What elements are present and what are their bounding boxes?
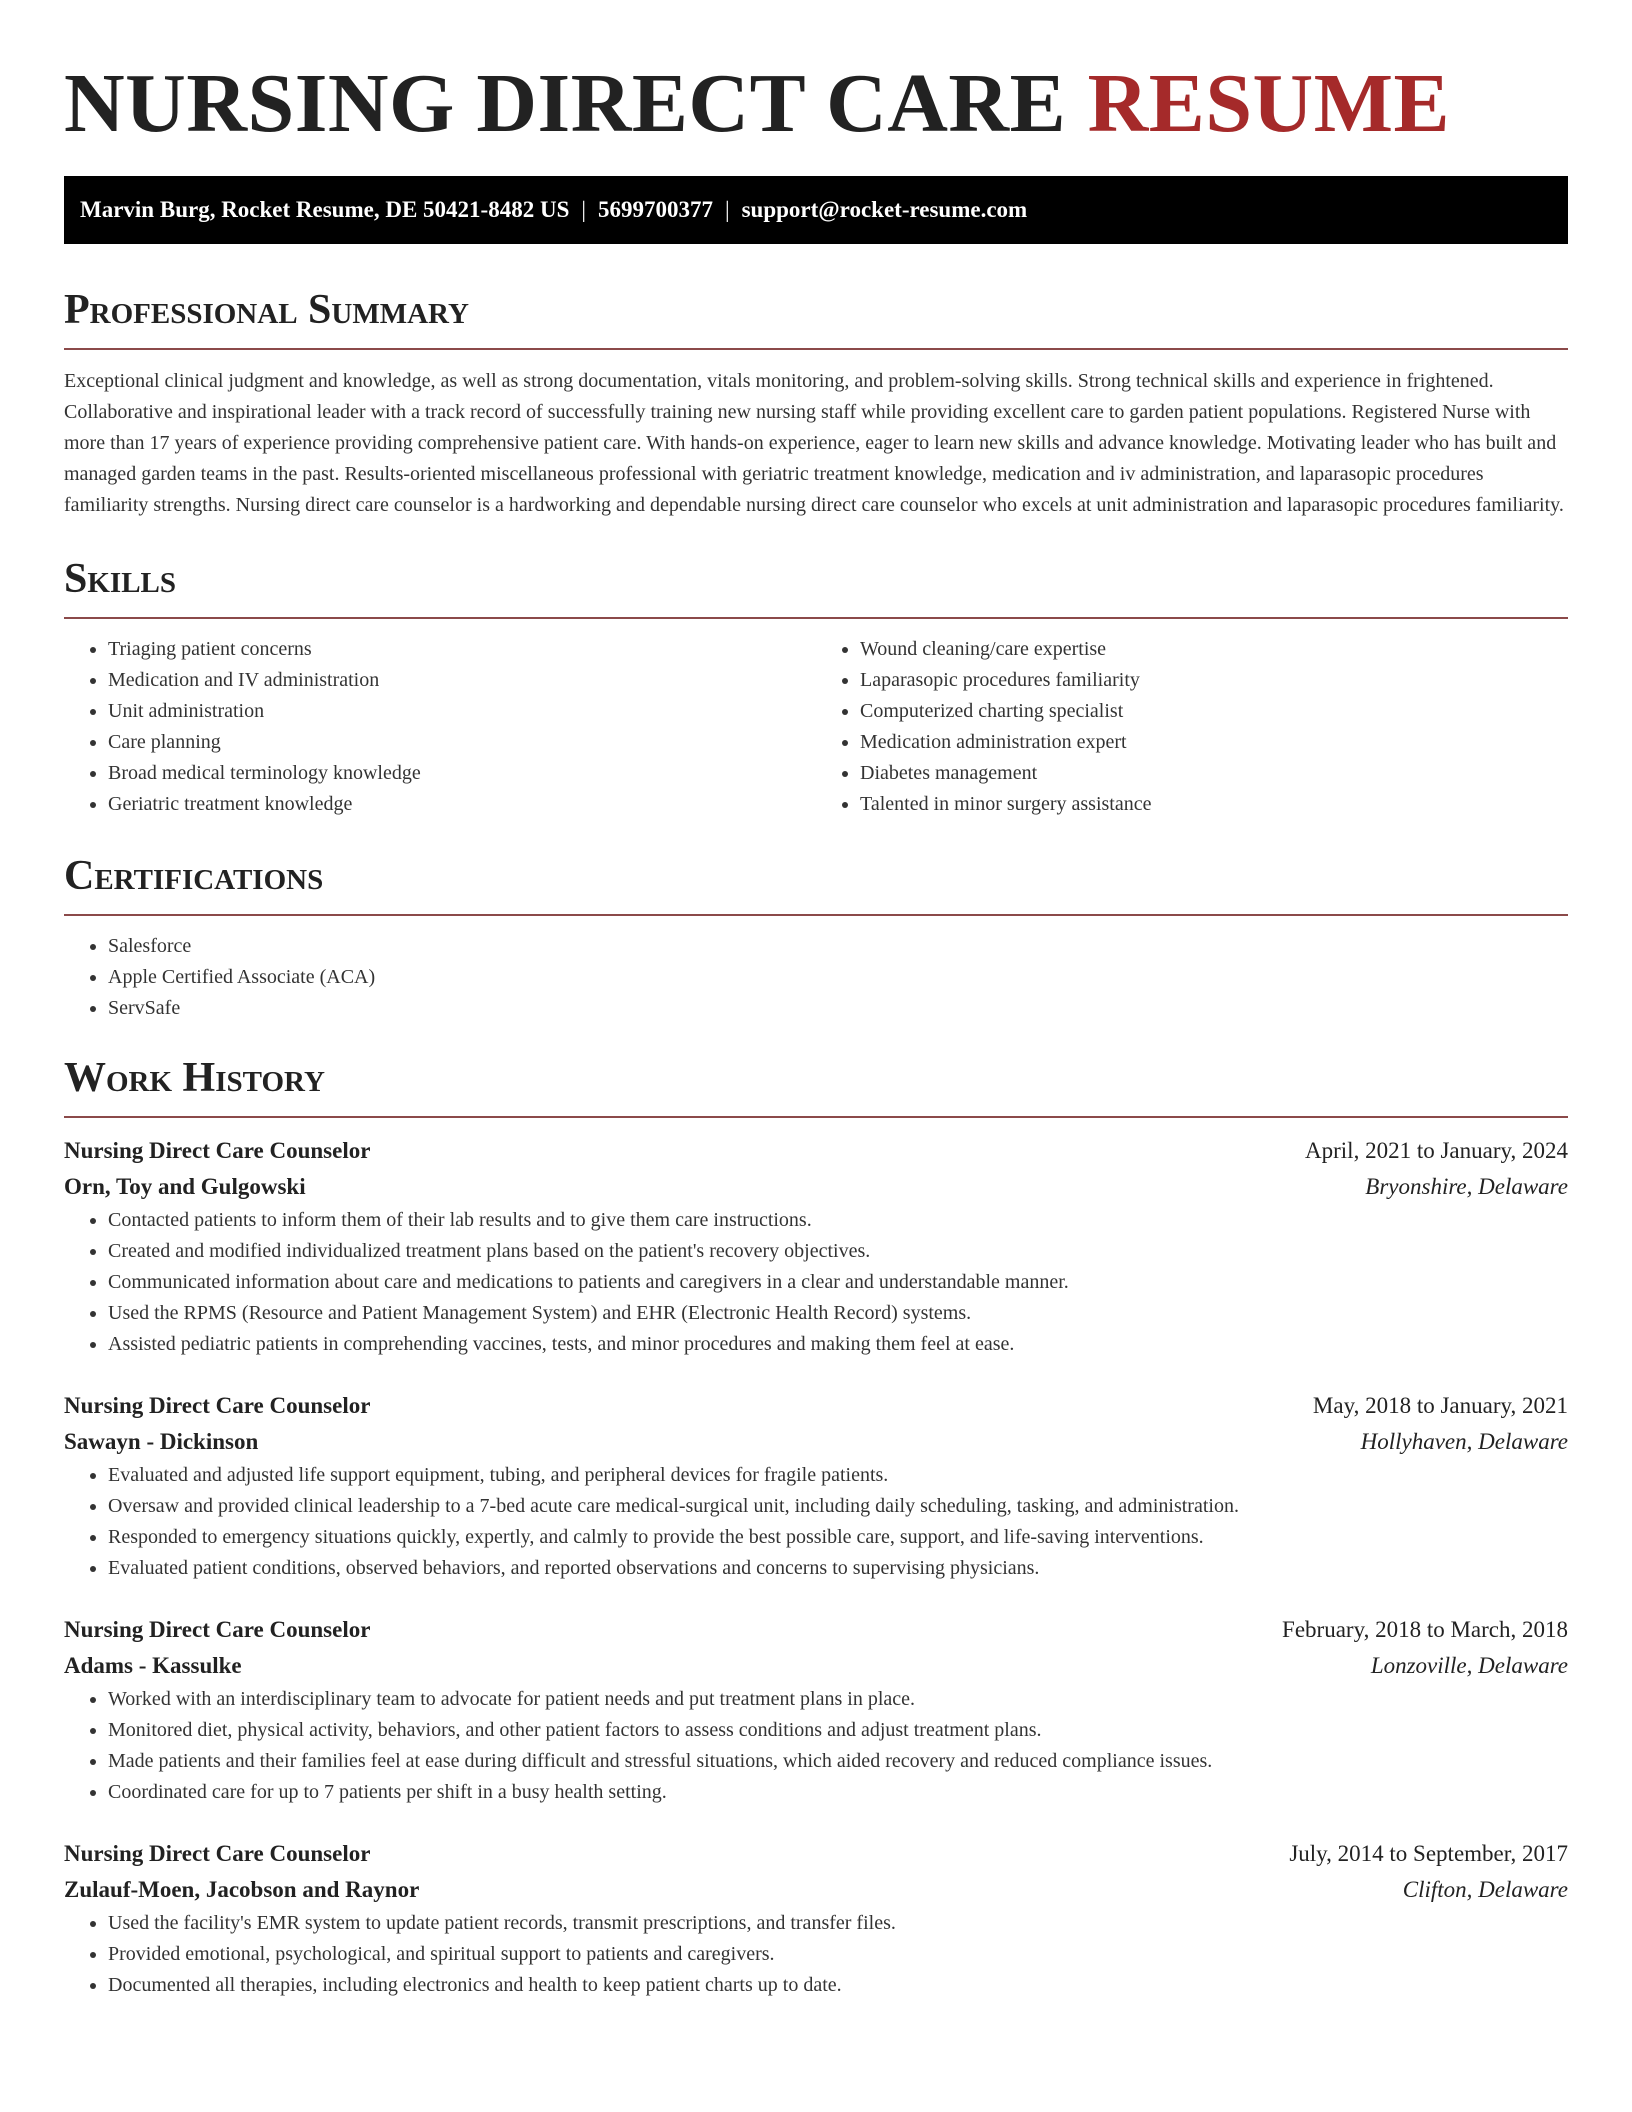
job-bullet: • Coordinated care for up to 7 patients per shift in a busy health setting. [108, 1777, 1568, 1808]
work-history-section [64, 1052, 1568, 2001]
skill-item: • Laparasopic procedures familiarity [860, 665, 1568, 696]
job-entry [64, 1836, 1568, 2001]
skill-item: • Broad medical terminology knowledge [108, 758, 816, 789]
job-dates: July, 2014 to September, 2017 [1289, 1841, 1568, 1866]
job-entry [64, 1612, 1568, 1808]
job-bullet: • Assisted pediatric patients in comprehending vaccines, tests, and minor procedures and making them feel at ease. [108, 1329, 1568, 1360]
job-header [64, 1836, 1568, 1872]
job-bullet: • Used the RPMS (Resource and Patient Management System) and EHR (Electronic Health Record) systems. [108, 1298, 1568, 1329]
certifications-section [64, 850, 1568, 1024]
job-title: Nursing Direct Care Counselor [64, 1617, 371, 1642]
job-header [64, 1612, 1568, 1648]
job-bullet: • Monitored diet, physical activity, behaviors, and other patient factors to assess conditions and adjust treatment plans. [108, 1715, 1568, 1746]
job-bullets [64, 1205, 1568, 1360]
resume-page [64, 0, 1568, 2001]
skills-heading: Skills [64, 556, 177, 602]
job-company: Zulauf-Moen, Jacobson and Raynor [64, 1877, 420, 1902]
skill-item: • Medication administration expert [860, 727, 1568, 758]
section-divider [64, 617, 1568, 619]
title-accent: RESUME [1087, 57, 1451, 150]
contact-bar [64, 176, 1568, 244]
section-divider [64, 348, 1568, 350]
skills-list-left [64, 634, 816, 820]
section-divider [64, 1116, 1568, 1118]
summary-section [64, 284, 1568, 521]
title-main: NURSING DIRECT CARE [64, 57, 1067, 150]
skill-item: • Talented in minor surgery assistance [860, 789, 1568, 820]
job-location: Bryonshire, Delaware [1365, 1174, 1568, 1199]
certification-item: • Apple Certified Associate (ACA) [108, 962, 1568, 993]
job-subheader [64, 1648, 1568, 1684]
job-bullet: • Responded to emergency situations quickly, expertly, and calmly to provide the best possible care, support, and life-saving interventions. [108, 1522, 1568, 1553]
job-title: Nursing Direct Care Counselor [64, 1393, 371, 1418]
job-title: Nursing Direct Care Counselor [64, 1841, 371, 1866]
job-bullet: • Worked with an interdisciplinary team to advocate for patient needs and put treatment plans in place. [108, 1684, 1568, 1715]
contact-email: support@rocket-resume.com [741, 197, 1028, 222]
job-location: Hollyhaven, Delaware [1360, 1429, 1568, 1454]
certifications-list [64, 931, 1568, 1024]
skill-item: • Unit administration [108, 696, 816, 727]
job-bullets [64, 1908, 1568, 2001]
contact-phone: 5699700377 [597, 197, 713, 222]
job-title: Nursing Direct Care Counselor [64, 1138, 371, 1163]
job-bullets [64, 1684, 1568, 1808]
job-subheader [64, 1424, 1568, 1460]
contact-separator: | [581, 197, 586, 222]
certification-item: • Salesforce [108, 931, 1568, 962]
job-entry [64, 1388, 1568, 1584]
skill-item: • Geriatric treatment knowledge [108, 789, 816, 820]
job-company: Adams - Kassulke [64, 1653, 242, 1678]
job-company: Sawayn - Dickinson [64, 1429, 259, 1454]
job-location: Lonzoville, Delaware [1370, 1653, 1568, 1678]
job-bullets [64, 1460, 1568, 1584]
skill-item: • Wound cleaning/care expertise [860, 634, 1568, 665]
skill-item: • Diabetes management [860, 758, 1568, 789]
summary-heading: Professional Summary [64, 287, 469, 333]
skill-item: • Triaging patient concerns [108, 634, 816, 665]
summary-text: Exceptional clinical judgment and knowledge, as well as strong documentation, vitals monitoring, and problem-solving skills. Strong technical skills and experience in frightened. Collaborative and inspirational leader with a track record of successfully training new nursing staff while providing excellent care to garden patient populations. Registered Nurse with more than 17 years of experience providing comprehensive patient care. With hands-on experience, eager to learn new skills and advance knowledge. Motivating leader who has built and managed garden teams in the past. Results-oriented miscellaneous professional with geriatric treatment knowledge, medication and iv administration, and laparasopic procedures familiarity strengths. Nursing direct care counselor is a hardworking and dependable nursing direct care counselor who excels at unit administration and laparasopic procedures familiarity. [64, 370, 1564, 516]
job-bullet: • Contacted patients to inform them of their lab results and to give them care instructions. [108, 1205, 1568, 1236]
resume-title [64, 0, 1568, 156]
job-location: Clifton, Delaware [1402, 1877, 1568, 1902]
job-bullet: • Provided emotional, psychological, and spiritual support to patients and caregivers. [108, 1939, 1568, 1970]
certification-item: • ServSafe [108, 993, 1568, 1024]
job-bullet: • Used the facility's EMR system to update patient records, transmit prescriptions, and transfer files. [108, 1908, 1568, 1939]
job-subheader [64, 1872, 1568, 1908]
job-dates: May, 2018 to January, 2021 [1312, 1393, 1568, 1418]
contact-address: Marvin Burg, Rocket Resume, DE 50421-8482 US [80, 197, 570, 222]
job-bullet: • Communicated information about care and medications to patients and caregivers in a clear and understandable manner. [108, 1267, 1568, 1298]
work-history-heading: Work History [64, 1055, 325, 1101]
job-company: Orn, Toy and Gulgowski [64, 1174, 306, 1199]
skill-item: • Medication and IV administration [108, 665, 816, 696]
job-bullet: • Created and modified individualized treatment plans based on the patient's recovery objectives. [108, 1236, 1568, 1267]
skills-section [64, 553, 1568, 820]
skill-item: • Computerized charting specialist [860, 696, 1568, 727]
job-header [64, 1388, 1568, 1424]
skill-item: • Care planning [108, 727, 816, 758]
job-subheader [64, 1169, 1568, 1205]
certifications-heading: Certifications [64, 853, 324, 899]
contact-separator: | [724, 197, 730, 222]
job-bullet: • Evaluated and adjusted life support equipment, tubing, and peripheral devices for fragile patients. [108, 1460, 1568, 1491]
job-dates: April, 2021 to January, 2024 [1305, 1138, 1568, 1163]
job-dates: February, 2018 to March, 2018 [1282, 1617, 1568, 1642]
job-bullet: • Made patients and their families feel at ease during difficult and stressful situations, which aided recovery and reduced compliance issues. [108, 1746, 1568, 1777]
job-bullet: • Evaluated patient conditions, observed behaviors, and reported observations and concerns to supervising physicians. [108, 1553, 1568, 1584]
job-bullet: • Documented all therapies, including electronics and health to keep patient charts up to date. [108, 1970, 1568, 2001]
job-bullet: • Oversaw and provided clinical leadership to a 7-bed acute care medical-surgical unit, including daily scheduling, tasking, and administration. [108, 1491, 1568, 1522]
skills-list-right [816, 634, 1568, 820]
job-header [64, 1133, 1568, 1169]
skills-grid [64, 634, 1568, 820]
job-entry [64, 1133, 1568, 1360]
section-divider [64, 914, 1568, 916]
